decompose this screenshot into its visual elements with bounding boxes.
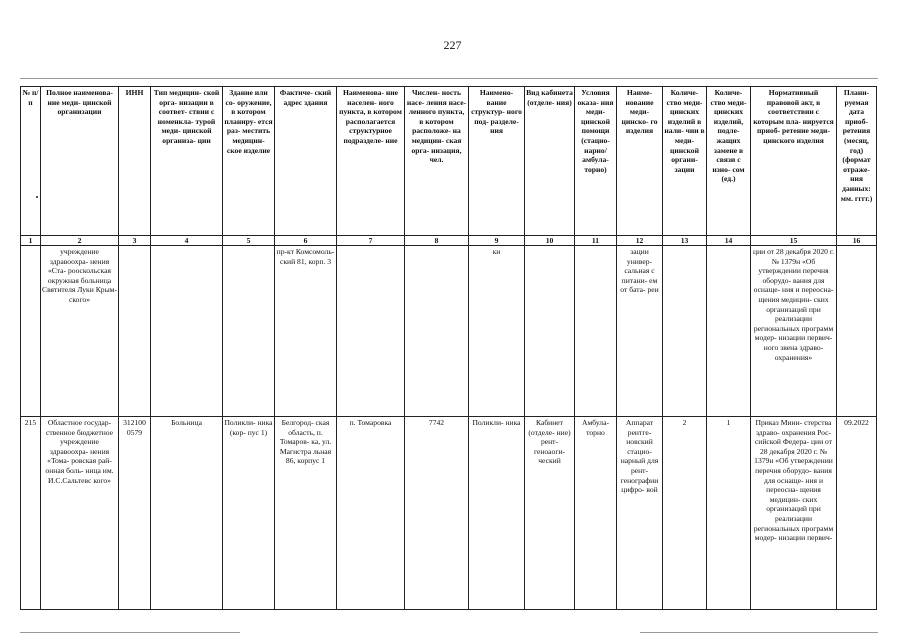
table-cell [525, 246, 575, 417]
column-number: 12 [617, 236, 663, 246]
header-cell: Вид кабинета (отделе- ния) [525, 87, 575, 236]
column-number: 9 [469, 236, 525, 246]
table-cell: Аппарат рентге- новский стацио- нарный для рент- генографии цифро- вой [617, 417, 663, 610]
table-cell: 2 [663, 417, 707, 610]
header-cell: Тип медицин- ской орга- низации в соответ- ствии с номенкла- турой меди- цинской организа- ции [151, 87, 223, 236]
header-row [21, 87, 877, 236]
column-number: 14 [707, 236, 751, 246]
column-number: 8 [405, 236, 469, 246]
table-cell: 09.2022 [837, 417, 877, 610]
equipment-table [20, 86, 877, 610]
table-cell [223, 246, 275, 417]
table-cell [151, 246, 223, 417]
table-cell: 1 [707, 417, 751, 610]
table-cell: Поликли- ника (кор- пус 1) [223, 417, 275, 610]
top-rule [20, 78, 878, 79]
header-cell: Количе- ство меди- цинских изделий в нали- чии в меди- цинской органи- зации [663, 87, 707, 236]
header-cell: Наиме- нование меди- цинско- го изделия [617, 87, 663, 236]
header-cell: Здание или со- оружение, в котором планиру- ется раз- местить медицин- ское изделие [223, 87, 275, 236]
header-cell: ИНН [119, 87, 151, 236]
table-row [21, 417, 877, 610]
table-cell: учреждение здравоохра- нения «Ста- рооскольская окружная больница Святителя Луки Крым- ского» [41, 246, 119, 417]
header-cell: Числен- ность насе- ления насе- ленного пункта, в котором расположе- на медицин- ская орга- низация, чел. [405, 87, 469, 236]
header-cell: № п/п [21, 87, 41, 236]
table-cell: пр-кт Комсомоль- ский 81, корп. 3 [275, 246, 337, 417]
header-cell: Нормативный правовой акт, в соответствии с которым пла- нируется приоб- ретение меди- цинского изделия [751, 87, 837, 236]
table-cell: 7742 [405, 417, 469, 610]
table-cell: Кабинет (отделе- ние) рент- геноаоги- ческий [525, 417, 575, 610]
column-number: 5 [223, 236, 275, 246]
table-cell [707, 246, 751, 417]
table-cell [119, 246, 151, 417]
table-cell: ки [469, 246, 525, 417]
column-number: 1 [21, 236, 41, 246]
column-number: 6 [275, 236, 337, 246]
header-cell: Условия оказа- ния меди- цинской помощи (стацио- нарно/ амбула- торно) [575, 87, 617, 236]
table-cell: Белгород- ская область, п. Томаров- ка, ул. Магистра льная 86, корпус 1 [275, 417, 337, 610]
table-cell: Больница [151, 417, 223, 610]
table-cell [663, 246, 707, 417]
table-cell [21, 246, 41, 417]
column-number: 16 [837, 236, 877, 246]
table-cell: 215 [21, 417, 41, 610]
page-number: 227 [443, 38, 462, 52]
column-number: 15 [751, 236, 837, 246]
column-number: 3 [119, 236, 151, 246]
header-cell: Фактиче- ский адрес здания [275, 87, 337, 236]
header-cell: Полное наименова- ние меди- цинской организации [41, 87, 119, 236]
bottom-rule [20, 632, 240, 633]
table-cell: 312100 0579 [119, 417, 151, 610]
table-cell: Приказ Мини- стерства здраво- охранения Рос- сийской Федера- ции от 28 декабря 2020 г. № 1379н «Об утверждении перечня оборудо- вания для оснаще- ния и переосна- щения медицин- ских организаций при реализации региональных программ модер- низации первич- [751, 417, 837, 610]
table-cell [405, 246, 469, 417]
header-cell: Наименова- ние населен- ного пункта, в котором располагается структурное подразделе- ние [337, 87, 405, 236]
header-cell: Количе- ство меди- цинских изделий, подле- жащих замене в связи с изно- сом (ед.) [707, 87, 751, 236]
table-cell: зации универ- сальная с питани- ем от бата- реи [617, 246, 663, 417]
table-cell [575, 246, 617, 417]
table-row [21, 246, 877, 417]
table-cell: Областное государ- ственное бюджетное учреждение здравоохра- нения «Тома- ровская рай- онная боль- ница им. И.С.Сальтевс кого» [41, 417, 119, 610]
table-cell: п. Томаровка [337, 417, 405, 610]
table-cell: Амбула- торно [575, 417, 617, 610]
table-cell [337, 246, 405, 417]
header-cell: Плани- руемая дата приоб- ретения (месяц, год) (формат отраже- ния данных: мм. гггг.) [837, 87, 877, 236]
table-cell [837, 246, 877, 417]
column-number: 2 [41, 236, 119, 246]
column-number: 7 [337, 236, 405, 246]
column-number-row [21, 236, 877, 246]
table-cell: ции от 28 декабря 2020 г. № 1379н «Об утверждении перечня оборудо- вания для оснаще- ния и переосна- щения медицин- ских организаций при реализации региональных программ модер- низации первич- ного звена здраво- охранения» [751, 246, 837, 417]
bottom-rule [640, 632, 878, 633]
header-cell: Наимено- вание структур- ного под- разделе- ния [469, 87, 525, 236]
column-number: 13 [663, 236, 707, 246]
column-number: 10 [525, 236, 575, 246]
table-cell: Поликли- ника [469, 417, 525, 610]
column-number: 11 [575, 236, 617, 246]
column-number: 4 [151, 236, 223, 246]
